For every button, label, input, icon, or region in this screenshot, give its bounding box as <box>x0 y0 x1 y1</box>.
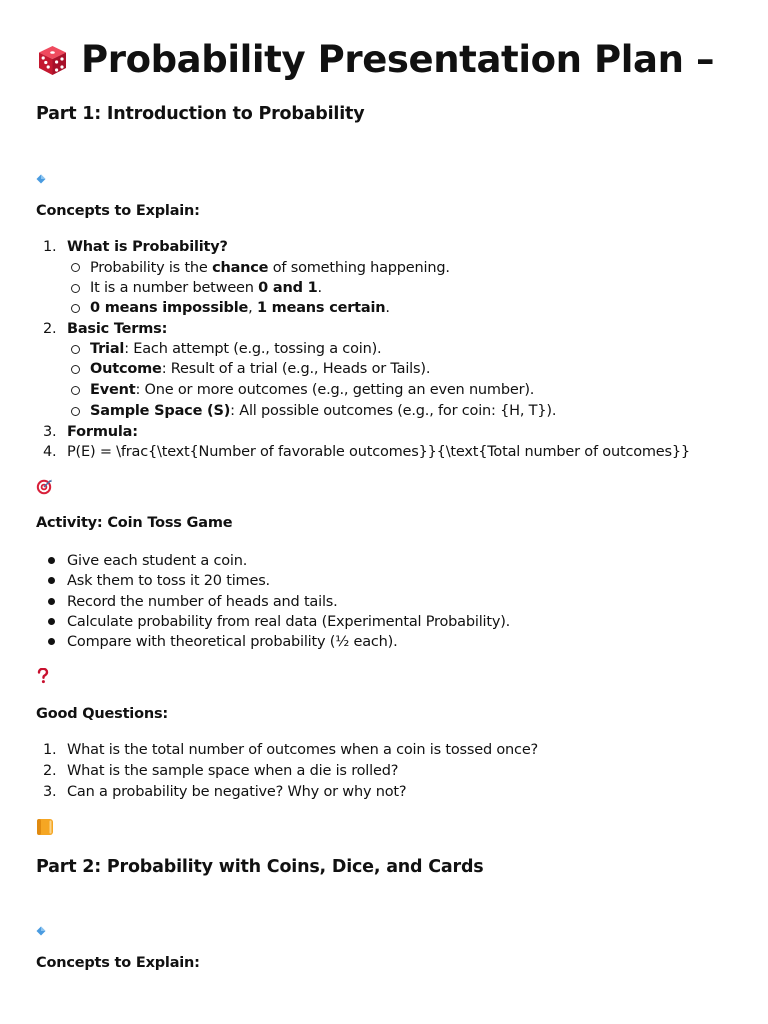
list-number: 2. <box>43 321 57 337</box>
list-item-label: What is Probability? <box>67 239 228 255</box>
list-item: Can a probability be negative? Why or why not? <box>67 784 407 800</box>
questions-heading: Good Questions: <box>36 706 168 722</box>
small-blue-diamond-icon <box>36 169 46 188</box>
list-item: What is the sample space when a die is rolled? <box>67 763 399 779</box>
page-title <box>36 36 714 84</box>
list-number: 4. <box>43 444 57 460</box>
list-item: Record the number of heads and tails. <box>67 594 338 610</box>
list-number: 2. <box>43 763 57 779</box>
list-subitem: Probability is the chance of something happening. <box>90 260 450 276</box>
disc-bullet <box>48 618 55 625</box>
circle-bullet <box>71 386 80 395</box>
formula-text: P(E) = \frac{\text{Number of favorable outcomes}}{\text{Total number of outcomes}} <box>67 444 690 460</box>
circle-bullet <box>71 345 80 354</box>
disc-bullet <box>48 577 55 584</box>
list-subitem: Event: One or more outcomes (e.g., getting an even number). <box>90 382 535 398</box>
circle-bullet <box>71 365 80 374</box>
circle-bullet <box>71 284 80 293</box>
circle-bullet <box>71 263 80 272</box>
orange-book-icon <box>36 818 54 840</box>
list-item: What is the total number of outcomes when a coin is tossed once? <box>67 742 539 758</box>
small-blue-diamond-icon <box>36 921 46 940</box>
list-item-label: Formula: <box>67 424 138 440</box>
disc-bullet <box>48 557 55 564</box>
circle-bullet <box>71 407 80 416</box>
disc-bullet <box>48 638 55 645</box>
list-number: 3. <box>43 784 57 800</box>
list-number: 1. <box>43 239 57 255</box>
page-title-text: Probability Presentation Plan – <box>81 38 715 81</box>
part2-heading: Part 2: Probability with Coins, Dice, and Cards <box>36 857 484 877</box>
circle-bullet <box>71 304 80 313</box>
list-item: Ask them to toss it 20 times. <box>67 573 270 589</box>
list-subitem: 0 means impossible, 1 means certain. <box>90 300 390 316</box>
list-item: Compare with theoretical probability (½ each). <box>67 634 398 650</box>
concepts-heading: Concepts to Explain: <box>36 955 200 971</box>
list-number: 3. <box>43 424 57 440</box>
list-number: 1. <box>43 742 57 758</box>
list-item: Give each student a coin. <box>67 553 248 569</box>
part1-heading: Part 1: Introduction to Probability <box>36 104 365 124</box>
list-subitem: Trial: Each attempt (e.g., tossing a coin). <box>90 341 382 357</box>
direct-hit-target-icon <box>36 479 52 499</box>
list-subitem: It is a number between 0 and 1. <box>90 280 322 296</box>
list-subitem: Sample Space (S): All possible outcomes (e.g., for coin: {H, T}). <box>90 403 557 419</box>
list-item: Calculate probability from real data (Experimental Probability). <box>67 614 511 630</box>
activity-heading: Activity: Coin Toss Game <box>36 515 233 531</box>
list-subitem: Outcome: Result of a trial (e.g., Heads or Tails). <box>90 361 431 377</box>
disc-bullet <box>48 598 55 605</box>
red-question-mark-icon <box>37 668 49 688</box>
list-item-label: Basic Terms: <box>67 321 168 337</box>
game-die-icon <box>36 41 69 74</box>
concepts-heading: Concepts to Explain: <box>36 203 200 219</box>
